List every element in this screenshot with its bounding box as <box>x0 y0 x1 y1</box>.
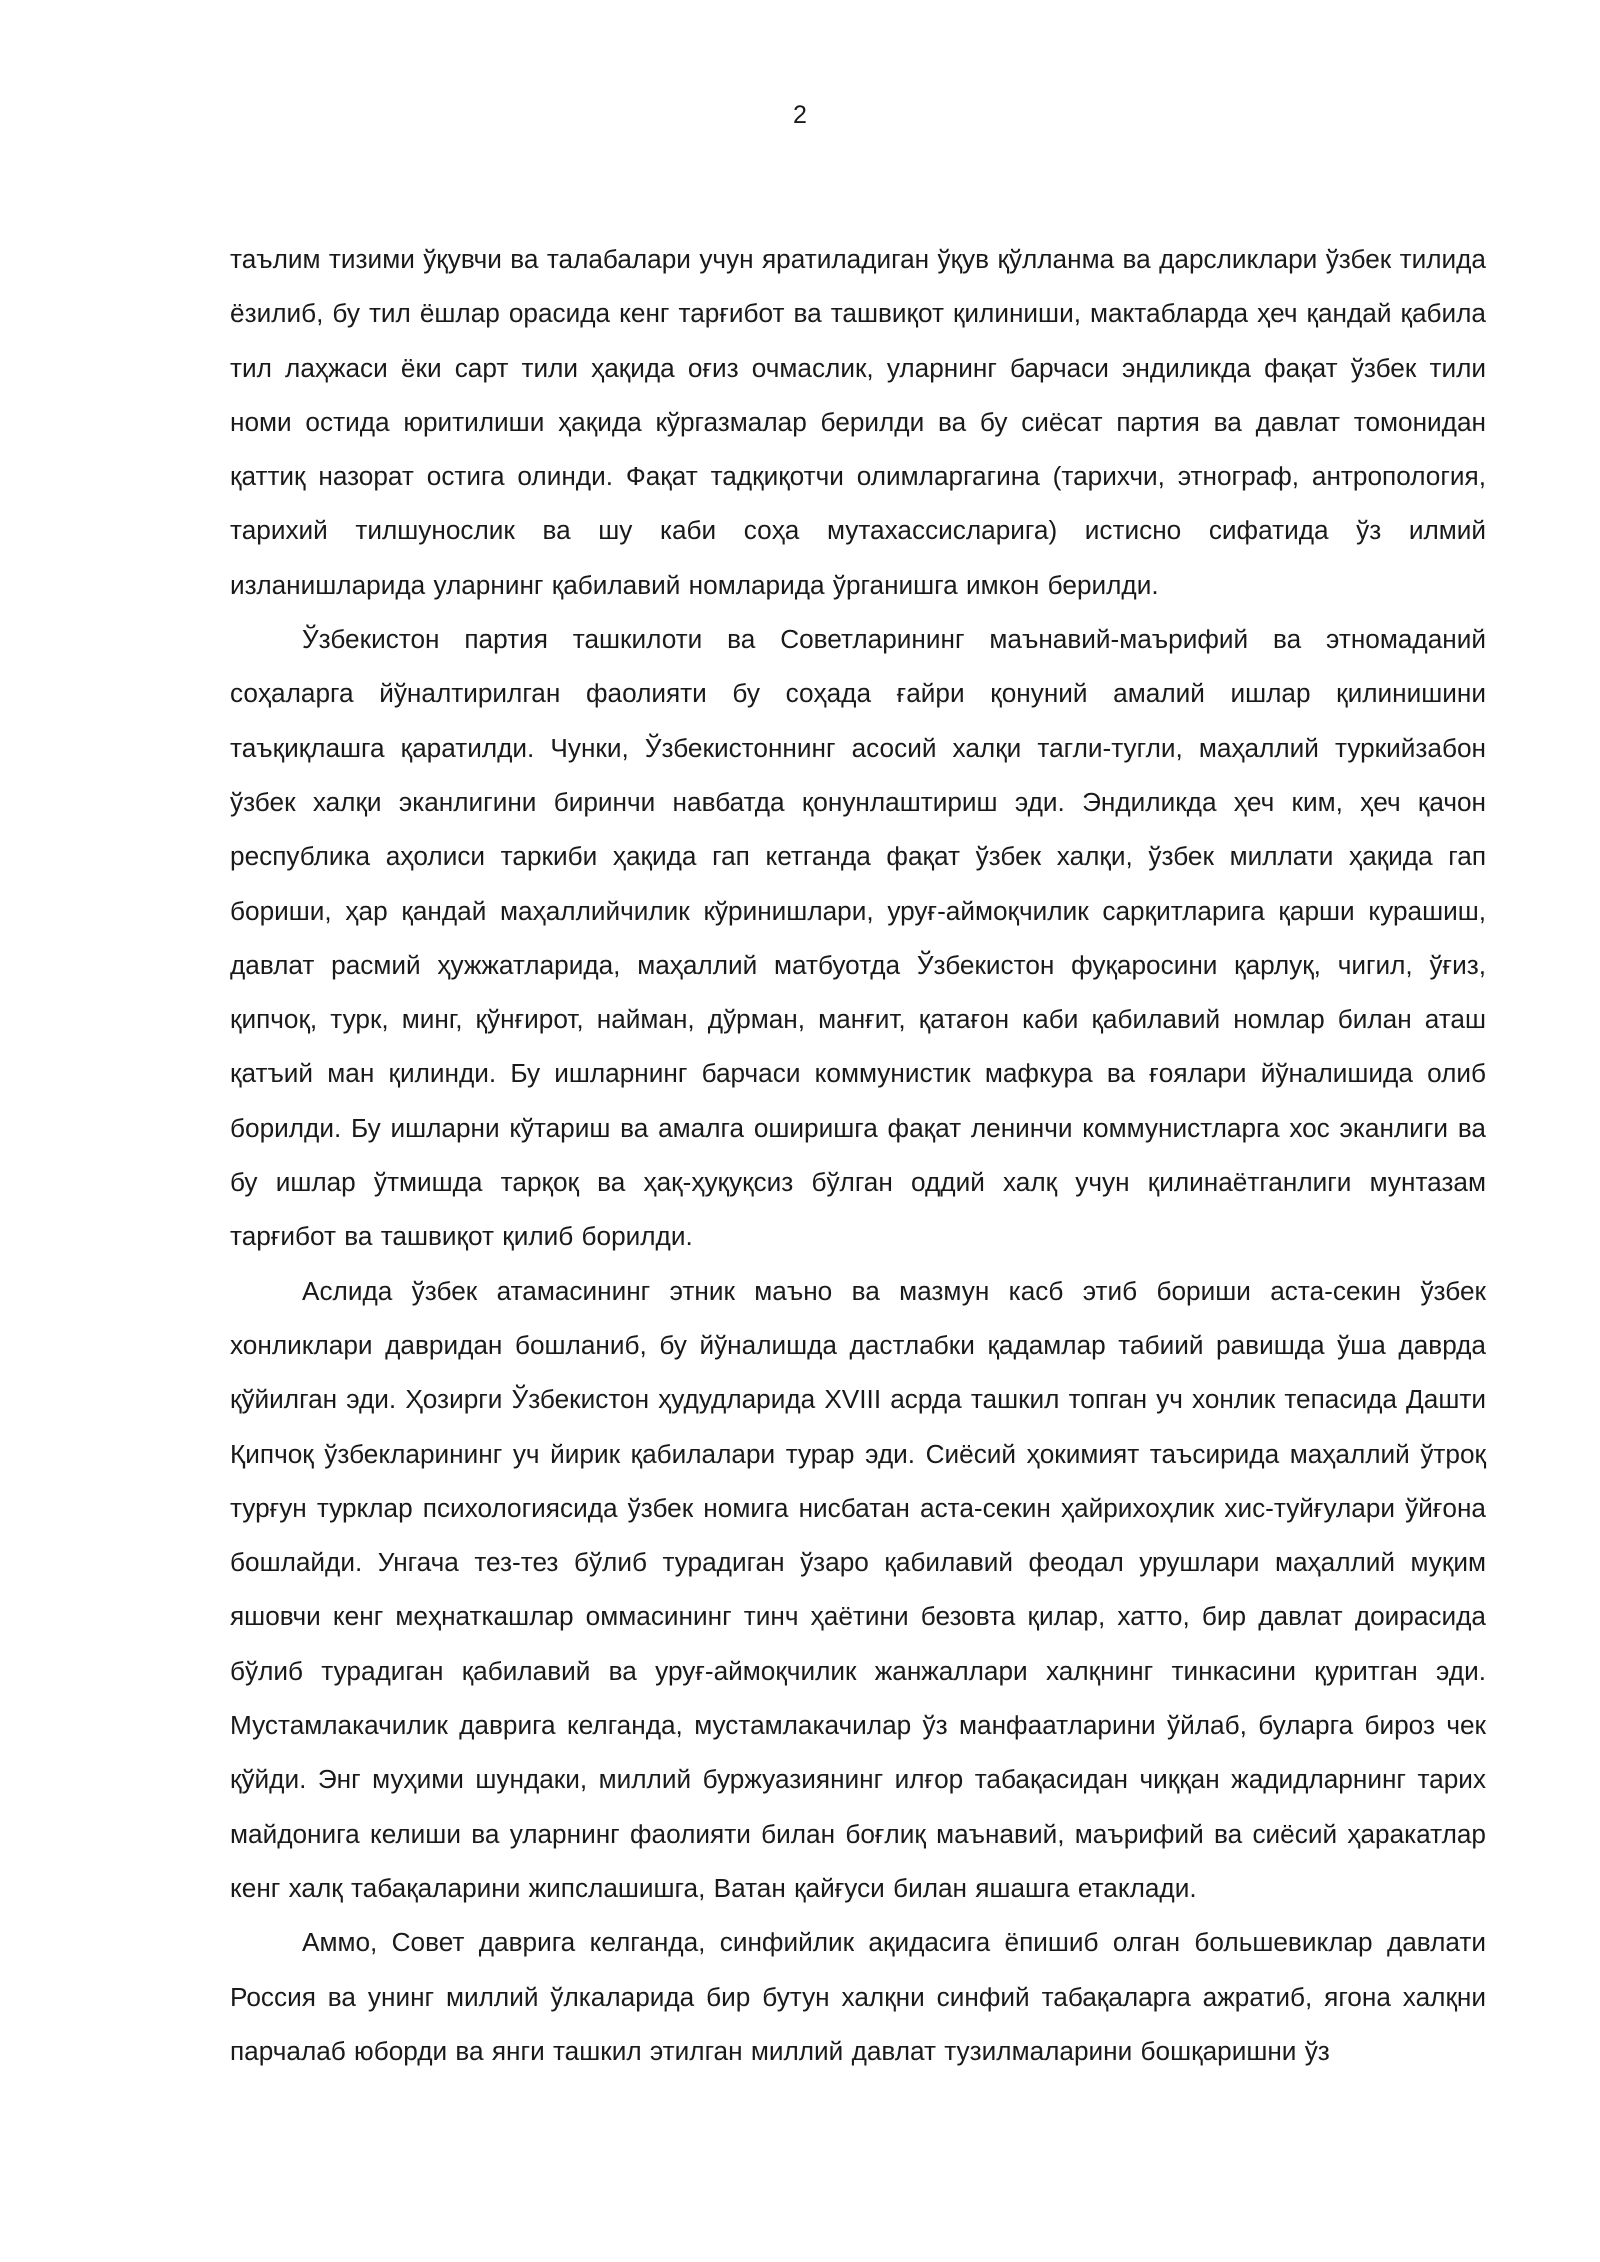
paragraph-continued: таълим тизими ўқувчи ва талабалари учун яратиладиган ўқув қўлланма ва дарсликлари ўзбек тилида ёзилиб, бу тил ёшлар орасида кенг тарғибот ва ташвиқот қилиниши, мактабларда ҳеч қандай қабила тил лаҳжаси ёки сарт тили ҳақида оғиз очмаслик, уларнинг барчаси эндиликда фақат ўзбек тили номи остида юритилиши ҳақида кўргазмалар берилди ва бу сиёсат партия ва давлат томонидан қаттиқ назорат остига олинди. Фақат тадқиқотчи олимларгагина (тарихчи, этнограф, антропология, тарихий тилшунослик ва шу каби соҳа мутахассисларига) истисно сифатида ўз илмий изланишларида уларнинг қабилавий номларида ўрганишга имкон берилди. <box>230 244 1486 600</box>
paragraph: Аслида ўзбек атамасининг этник маъно ва мазмун касб этиб бориши аста-секин ўзбек хонликлари давридан бошланиб, бу йўналишда дастлабки қадамлар табиий равишда ўша даврда қўйилган эди. Ҳозирги Ўзбекистон ҳудудларида XVIII асрда ташкил топган уч хонлик тепасида Дашти Қипчоқ ўзбекларининг уч йирик қабилалари турар эди. Сиёсий ҳокимият таъсирида маҳаллий ўтроқ турғун турклар психологиясида ўзбек номига нисбатан аста-секин ҳайрихоҳлик хис-туйғулари ўйғона бошлайди. Унгача тез-тез бўлиб турадиган ўзаро қабилавий феодал урушлари маҳаллий муқим яшовчи кенг меҳнаткашлар оммасининг тинч ҳаётини безовта қилар, хатто, бир давлат доирасида бўлиб турадиган қабилавий ва уруғ-аймоқчилик жанжаллари халқнинг тинкасини қуритган эди. Мустамлакачилик даврига келганда, мустамлакачилар ўз манфаатларини ўйлаб, буларга бироз чек қўйди. Энг муҳими шундаки, миллий буржуазиянинг илғор табақасидан чиққан жадидларнинг тарих майдонига келиши ва уларнинг фаолияти билан боғлиқ маънавий, маърифий ва сиёсий ҳаракатлар кенг халқ табақаларини жипслашишга, Ватан қайғуси билан яшашга етаклади. <box>230 1275 1486 1903</box>
body-text <box>230 232 1486 2078</box>
paragraph: Ўзбекистон партия ташкилоти ва Советларининг маънавий-маърифий ва этномаданий соҳаларга йўналтирилган фаолияти бу соҳада ғайри қонуний амалий ишлар қилинишини таъқиқлашга қаратилди. Чунки, Ўзбекистоннинг асосий халқи тагли-тугли, маҳаллий туркийзабон ўзбек халқи эканлигини биринчи навбатда қонунлаштириш эди. Эндиликда ҳеч ким, ҳеч қачон республика аҳолиси таркиби ҳақида гап кетганда фақат ўзбек халқи, ўзбек миллати ҳақида гап бориши, ҳар қандай маҳаллийчилик кўринишлари, уруғ-аймоқчилик сарқитларига қарши курашиш, давлат расмий ҳужжатларида, маҳаллий матбуотда Ўзбекистон фуқаросини қарлуқ, чигил, ўғиз, қипчоқ, турк, минг, қўнғирот, найман, дўрман, манғит, қатағон каби қабилавий номлар билан аташ қатъий ман қилинди. Бу ишларнинг барчаси коммунистик мафкура ва ғоялари йўналишида олиб борилди. Бу ишларни кўтариш ва амалга оширишга фақат ленинчи коммунистларга хос эканлиги ва бу ишлар ўтмишда тарқоқ ва ҳақ-ҳуқуқсиз бўлган оддий халқ учун қилинаётганлиги мунтазам тарғибот ва ташвиқот қилиб борилди. <box>230 624 1486 1252</box>
page-number: 2 <box>793 101 807 129</box>
paragraph: Аммо, Совет даврига келганда, синфийлик ақидасига ёпишиб олган большевиклар давлати Россия ва унинг миллий ўлкаларида бир бутун халқни синфий табақаларга ажратиб, ягона халқни парчалаб юборди ва янги ташкил этилган миллий давлат тузилмаларини бошқаришни ўз <box>230 1927 1486 2066</box>
